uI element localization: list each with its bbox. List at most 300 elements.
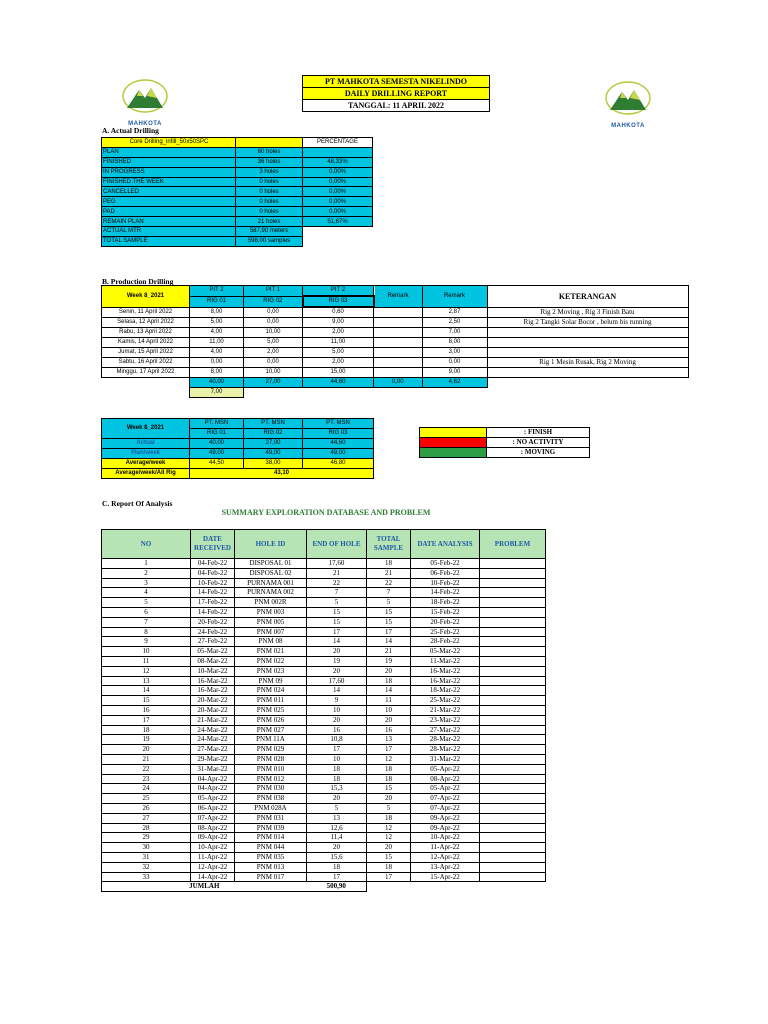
column-header: PROBLEM [480,530,546,559]
table-cell: 10 [307,705,367,715]
table-cell: 20 [307,666,367,676]
table-cell: 14-Feb-22 [411,588,480,598]
table-cell: PNM 025 [235,705,307,715]
pit-header: PIT 1 [244,286,303,297]
table-cell: DISPOSAL 02 [235,568,307,578]
table-cell [480,784,546,794]
table-row [102,754,546,764]
rig-header: RIG 03 [303,429,374,439]
rig-header: RIG 02 [244,296,303,307]
keterangan-cell: Rig 2 Tangki Solar Bocor , belum bis running [487,318,688,328]
table-cell: 25-Feb-22 [411,627,480,637]
table-cell: 11 [367,696,411,706]
table-cell: PNM 039 [235,823,307,833]
row-label: Actual [102,439,190,449]
table-row [102,588,546,598]
table-cell: 16-Mar-22 [411,666,480,676]
table-cell: 46,80 [303,459,374,469]
table-row [102,794,546,804]
all-rig-row [102,469,374,479]
table-cell: 20 [367,843,411,853]
table-cell [303,236,373,246]
table-row [102,338,689,348]
table-cell: 17 [367,627,411,637]
table-cell [480,705,546,715]
table-row [102,686,546,696]
table-cell: 15 [102,696,191,706]
table-cell: 18 [367,764,411,774]
total-cell: 27,00 [244,378,303,388]
table-cell: 14 [102,686,191,696]
table-row [102,449,374,459]
mountain-logo-icon [596,80,660,120]
table-row [102,177,373,187]
company-logo-right [596,80,660,129]
table-cell: 05-Feb-22 [411,559,480,569]
table-cell [480,833,546,843]
table-cell: PLAN [102,147,236,157]
table-cell: 18 [307,764,367,774]
rig-header: RIG 01 [190,429,244,439]
table-row [102,187,373,197]
table-cell: 14 [307,686,367,696]
table-cell [480,862,546,872]
table-row [102,637,546,647]
table-cell: 5 [102,598,191,608]
table-cell: 29 [102,833,191,843]
table-cell: 30 [102,843,191,853]
table-cell: TOTAL SAMPLE [102,236,236,246]
table-cell: 0,00% [303,167,373,177]
table-cell: 20 [307,843,367,853]
table-cell: 18 [367,559,411,569]
table-header-cell: PERCENTAGE [303,138,373,148]
table-cell: 15,6 [307,852,367,862]
table-cell: 17-Feb-22 [191,598,235,608]
legend-label: : FINISH [487,428,590,438]
company-header: PT. MSN [303,419,374,429]
legend-swatch [420,448,487,458]
table-row [102,696,546,706]
table-cell: 49,00 [190,449,244,459]
table-cell [480,568,546,578]
table-cell: 0 holes [236,187,303,197]
table-cell: 32 [102,862,191,872]
table-row [102,764,546,774]
table-cell: 20 [367,794,411,804]
table-cell [303,227,373,237]
table-cell: 10,00 [244,368,303,378]
rig-header: RIG 03 [303,296,374,307]
table-row [102,705,546,715]
pit-header: PIT 2 [190,286,244,297]
table-cell: 10-Apr-22 [411,833,480,843]
table-cell: 36 holes [236,157,303,167]
table-cell: 0,00 [190,358,244,368]
table-cell: 14 [307,637,367,647]
table-cell: CANCELLED [102,187,236,197]
table-cell: PNM 09 [235,676,307,686]
table-cell: 14 [367,637,411,647]
table-cell: 20-Feb-22 [411,617,480,627]
table-cell: 0,00 [244,318,303,328]
table-cell: PNM 029 [235,745,307,755]
remark-header: Remark [422,286,487,308]
table-cell: 19 [367,656,411,666]
table-cell: 0,00 [244,358,303,368]
table-cell: 15 [307,617,367,627]
table-cell: 18 [307,774,367,784]
table-cell [374,348,423,358]
keterangan-cell: Rig 1 Mesin Rusak, Rig 2 Moving [487,358,688,368]
table-cell [480,578,546,588]
table-cell [480,745,546,755]
table-cell [480,686,546,696]
table-cell [374,328,423,338]
table-cell: 27,00 [244,439,303,449]
table-cell [480,813,546,823]
table-row [102,439,374,449]
total-label: JUMLAH [102,882,307,892]
pit-header: PIT 2 [303,286,374,297]
status-legend [419,427,590,458]
extra-row [102,388,689,398]
table-cell: 12 [367,754,411,764]
week-label: Week 8_2021 [102,286,190,308]
table-cell: PNM 024 [235,686,307,696]
row-label: Average/week [102,459,190,469]
legend-row [420,428,590,438]
table-cell: 20 [367,666,411,676]
table-row [102,627,546,637]
table-cell [480,696,546,706]
table-cell [480,637,546,647]
table-cell: 08-Mar-22 [191,656,235,666]
table-cell: 6 [102,607,191,617]
table-cell: 0 holes [236,177,303,187]
total-cell: 40,00 [190,378,244,388]
day-cell: Sabtu, 16 April 2022 [102,358,190,368]
table-cell [480,656,546,666]
actual-drilling-header-row [102,138,373,148]
row-label: Plan/week [102,449,190,459]
table-cell: 0,00% [303,187,373,197]
table-row [102,784,546,794]
table-row [102,307,689,318]
table-cell: 7,00 [422,328,487,338]
total-cell: 4,62 [422,378,487,388]
table-cell: PNM 002R [235,598,307,608]
table-row [102,568,546,578]
table-cell: 15 [367,617,411,627]
keterangan-cell [487,348,688,358]
extra-cell: 7,00 [190,388,244,398]
table-row [102,656,546,666]
day-cell: Minggu, 17 April 2022 [102,368,190,378]
table-cell: 04-Feb-22 [191,559,235,569]
logo-text: MAHKOTA [128,121,162,127]
table-row [102,666,546,676]
table-cell [480,725,546,735]
table-cell: 31 [102,852,191,862]
section-b-title: B. Production Drilling [102,277,174,286]
table-cell: 5 [307,598,367,608]
table-cell: 0,60 [303,307,374,318]
table-cell [303,147,373,157]
table-cell: PNM 08 [235,637,307,647]
table-cell: 0 holes [236,207,303,217]
table-cell: 26 [102,803,191,813]
table-cell: PNM 013 [235,862,307,872]
table-cell: PNM 012 [235,774,307,784]
table-cell: 21 [367,568,411,578]
table-cell: 5 [367,803,411,813]
table-cell: 16 [307,725,367,735]
table-cell: 2,00 [303,358,374,368]
table-cell: IN PROGRESS [102,167,236,177]
table-cell: 25-Mar-22 [411,696,480,706]
table-cell: PNM 026 [235,715,307,725]
table-cell [480,598,546,608]
empty-cell [102,378,190,388]
table-cell [374,307,423,318]
table-cell: 18-Feb-22 [411,598,480,608]
table-cell: 14-Feb-22 [191,588,235,598]
table-cell: 1 [102,559,191,569]
table-row [102,197,373,207]
table-cell: 05-Apr-22 [191,794,235,804]
table-cell: 29-Mar-22 [191,754,235,764]
table-cell [480,715,546,725]
table-row [102,813,546,823]
table-cell: 18 [367,813,411,823]
table-cell [480,617,546,627]
table-cell: PNM 003 [235,607,307,617]
empty-cell [487,378,688,388]
table-cell: 17 [367,745,411,755]
report-title: DAILY DRILLING REPORT [303,88,489,100]
table-cell: 51,67% [303,217,373,227]
analysis-summary-table [101,529,546,892]
table-cell: 15 [307,607,367,617]
table-cell: 25 [102,794,191,804]
table-cell: 17 [307,872,367,882]
table-cell: 21-Mar-22 [411,705,480,715]
legend-label: : MOVING [487,448,590,458]
table-cell: 10-Feb-22 [191,578,235,588]
table-cell: 10-Apr-22 [191,843,235,853]
column-header: DATE ANALYSIS [411,530,480,559]
table-cell: 12-Apr-22 [191,862,235,872]
table-cell: 8,00 [422,338,487,348]
day-cell: Senin, 11 April 2022 [102,307,190,318]
table-cell: 14-Apr-22 [191,872,235,882]
table-cell: 19 [307,656,367,666]
week-label: Week 8_2021 [102,419,190,439]
table-cell: 20-Feb-22 [191,617,235,627]
table-cell: PNM 005 [235,617,307,627]
table-cell: REMAIN PLAN [102,217,236,227]
table-cell: 07-Apr-22 [191,813,235,823]
table-cell: 9 [307,696,367,706]
table-cell [480,754,546,764]
table-cell: 22 [367,578,411,588]
table-cell: 31-Mar-22 [191,764,235,774]
table-cell: 7 [102,617,191,627]
table-row [102,358,689,368]
table-cell: 22 [102,764,191,774]
keterangan-cell: Rig 2 Moving , Rig 3 Finish Batu [487,307,688,318]
remark-header: Remark [374,286,423,308]
table-cell: PEG [102,197,236,207]
table-cell: 20 [307,715,367,725]
table-cell: 0,00 [422,358,487,368]
table-cell: 38,00 [244,459,303,469]
table-row [102,348,689,358]
table-row [102,236,373,246]
table-cell [480,735,546,745]
table-cell: 10 [367,705,411,715]
table-cell: 17,60 [307,676,367,686]
table-cell: 27-Feb-22 [191,637,235,647]
table-cell: PNM 010 [235,764,307,774]
table-cell: 7 [307,588,367,598]
table-cell: 28-Mar-22 [411,735,480,745]
legend-swatch [420,428,487,438]
table-cell: 15-Apr-22 [411,872,480,882]
table-cell: 28-Feb-22 [411,637,480,647]
table-cell: 5 [307,803,367,813]
table-cell: 11,00 [303,338,374,348]
table-cell: 12 [367,823,411,833]
table-cell: 8 [102,627,191,637]
table-cell: FINISHED THE WEEK [102,177,236,187]
table-row [102,157,373,167]
table-row [102,318,689,328]
total-row [102,882,546,892]
keterangan-cell [487,328,688,338]
table-cell: 27 [102,813,191,823]
table-cell: 07-Apr-22 [411,803,480,813]
table-cell: PURNAMA 002 [235,588,307,598]
table-cell: PNM 030 [235,784,307,794]
table-cell: 18 [367,774,411,784]
table-cell [480,794,546,804]
table-cell: 04-Feb-22 [191,568,235,578]
table-cell: 09-Apr-22 [411,823,480,833]
table-cell: PNM 038 [235,794,307,804]
table-cell: 4,00 [190,348,244,358]
table-row [102,227,373,237]
table-cell: 16-Mar-22 [191,686,235,696]
table-cell: 11 [102,656,191,666]
table-row [102,207,373,217]
table-cell: 2,00 [244,348,303,358]
table-cell [374,338,423,348]
table-cell: PNM 022 [235,656,307,666]
table-cell: 44,50 [190,459,244,469]
table-cell: 18 [307,862,367,872]
table-cell: 5,00 [303,348,374,358]
table-cell: 49,00 [244,449,303,459]
table-cell [480,676,546,686]
section-c-title: C. Report Of Analysis [102,499,173,508]
table-cell: 16-Mar-22 [411,676,480,686]
table-cell: 27-Mar-22 [191,745,235,755]
table-cell: 17 [307,745,367,755]
table-row [102,459,374,469]
table-cell: 10-Mar-22 [191,666,235,676]
table-cell: 0 holes [236,197,303,207]
table-cell: 2,87 [422,307,487,318]
column-header: NO [102,530,191,559]
table-cell: 48,33% [303,157,373,167]
total-cell: 0,00 [374,378,423,388]
table-cell: PNM 021 [235,647,307,657]
table-cell: 05-Apr-22 [411,784,480,794]
total-value: 500,90 [307,882,367,892]
table-cell: 06-Apr-22 [191,803,235,813]
table-cell: 3,00 [422,348,487,358]
table-cell: 05-Mar-22 [191,647,235,657]
column-header: DATE RECEIVED [191,530,235,559]
table-cell: 28 [102,823,191,833]
table-cell [374,368,423,378]
table-cell: 18 [367,676,411,686]
production-drilling-table [101,285,689,398]
company-logo-left [113,78,177,127]
table-cell: 15 [367,852,411,862]
table-cell: 09-Apr-22 [411,813,480,823]
table-row [102,167,373,177]
table-cell [480,803,546,813]
table-cell: 2,50 [422,318,487,328]
logo-text: MAHKOTA [611,123,645,129]
table-cell: 19 [102,735,191,745]
table-cell: 28-Mar-22 [411,745,480,755]
table-header-cell: Core Drilling_infill_50x50SPC [102,138,236,148]
day-cell: Jumat, 15 April 2022 [102,348,190,358]
table-cell: 4,00 [190,328,244,338]
table-cell [480,588,546,598]
table-cell: 598,00 samples [236,236,303,246]
day-cell: Selasa, 12 April 2022 [102,318,190,328]
table-cell: 21 [102,754,191,764]
table-cell [480,872,546,882]
table-cell: 5,00 [190,318,244,328]
table-row [102,368,689,378]
table-cell: 5 [367,598,411,608]
table-cell: 40,00 [190,439,244,449]
table-cell: 18-Mar-22 [411,686,480,696]
table-cell: 15 [367,607,411,617]
table-row [102,676,546,686]
table-cell: PNM 031 [235,813,307,823]
table-cell: 49,00 [303,449,374,459]
table-row [102,803,546,813]
table-cell: 9,00 [303,318,374,328]
table-row [102,617,546,627]
summary-header-row [102,530,546,559]
table-cell: PNM 011 [235,696,307,706]
report-header [302,75,490,112]
table-cell: 11,00 [190,338,244,348]
table-cell: 17 [102,715,191,725]
column-header: TOTAL SAMPLE [367,530,411,559]
table-cell: 16 [367,725,411,735]
table-row [102,745,546,755]
legend-label: : NO ACTIVITY [487,438,590,448]
